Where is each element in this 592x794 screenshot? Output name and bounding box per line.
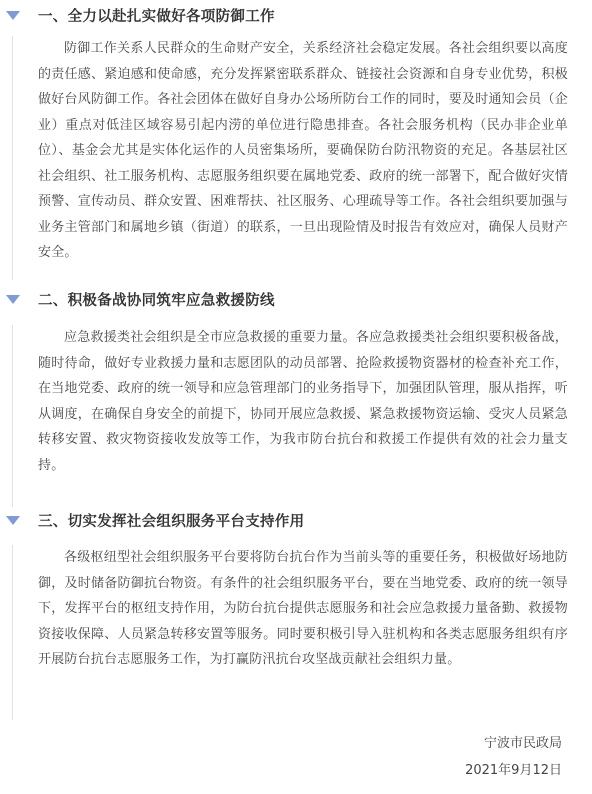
section-title: 一、全力以赴扎实做好各项防御工作	[38, 9, 275, 25]
section-body	[12, 36, 568, 280]
section-header	[0, 286, 592, 314]
signature-org: 宁波市民政局	[483, 736, 562, 751]
section-paragraph: 防御工作关系人民群众的生命财产安全，关系经济社会稳定发展。各社会组织要以高度的责任感、紧迫感和使命感，充分发挥紧密联系群众、链接社会资源和自身专业优势，积极做好台风防御工作。各社会团体在做好自身办公场所防台工作的同时，要及时通知会员（企业）重点对低洼区域容易引起内涝的单位进行隐患排查。各社会服务机构（民办非企业单位）、基金会尤其是实体化运作的人员密集场所，要确保防台防汛物资的充足。各基层社区社会组织、社工服务机构、志愿服务组织要在属地党委、政府的统一部署下，配合做好灾情预警、宣传动员、群众安置、困难帮扶、社区服务、心理疏导等工作。各社会组织要加强与业务主管部门和属地乡镇（街道）的联系，一旦出现险情及时报告有效应对，确保人员财产安全。	[38, 41, 568, 260]
section-paragraph: 各级枢纽型社会组织服务平台要将防台抗台作为当前头等的重要任务，积极做好场地防御，及时储备防御抗台物资。有条件的社会组织服务平台，要在当地党委、政府的统一领导下，发挥平台的枢纽支持作用，为防台抗台提供志愿服务和社会应急救援力量备勤、救援物资接收保障、人员紧急转移安置等服务。同时要积极引导入驻机构和各类志愿服务组织有序开展防台抗台志愿服务工作，为打赢防汛抗台攻坚战贡献社会组织力量。	[38, 550, 568, 667]
section-title: 二、积极备战协同筑牢应急救援防线	[38, 293, 275, 309]
section-header	[0, 2, 592, 30]
section-title: 三、切实发挥社会组织服务平台支持作用	[38, 514, 305, 530]
triangle-down-icon	[6, 516, 20, 525]
section-header	[0, 507, 592, 535]
section-3	[0, 507, 592, 667]
section-1	[0, 2, 592, 260]
triangle-down-icon	[6, 11, 20, 20]
section-body	[12, 545, 568, 720]
section-2	[0, 286, 592, 473]
section-paragraph: 应急救援类社会组织是全市应急救援的重要力量。各应急救援类社会组织要积极备战，随时待命，做好专业救援力量和志愿团队的动员部署、抢险救援物资器材的检查补充工作，在当地党委、政府的统一领导和应急管理部门的业务指导下，加强团队管理，服从指挥，听从调度，在确保自身安全的前提下，协同开展应急救援、紧急救援物资运输、受灾人员紧急转移安置、救灾物资接收发放等工作，为我市防台抗台和救援工作提供有效的社会力量支持。	[38, 330, 568, 473]
triangle-down-icon	[6, 295, 20, 304]
signature-date: 2021年9月12日	[465, 763, 562, 778]
section-body	[12, 325, 568, 507]
